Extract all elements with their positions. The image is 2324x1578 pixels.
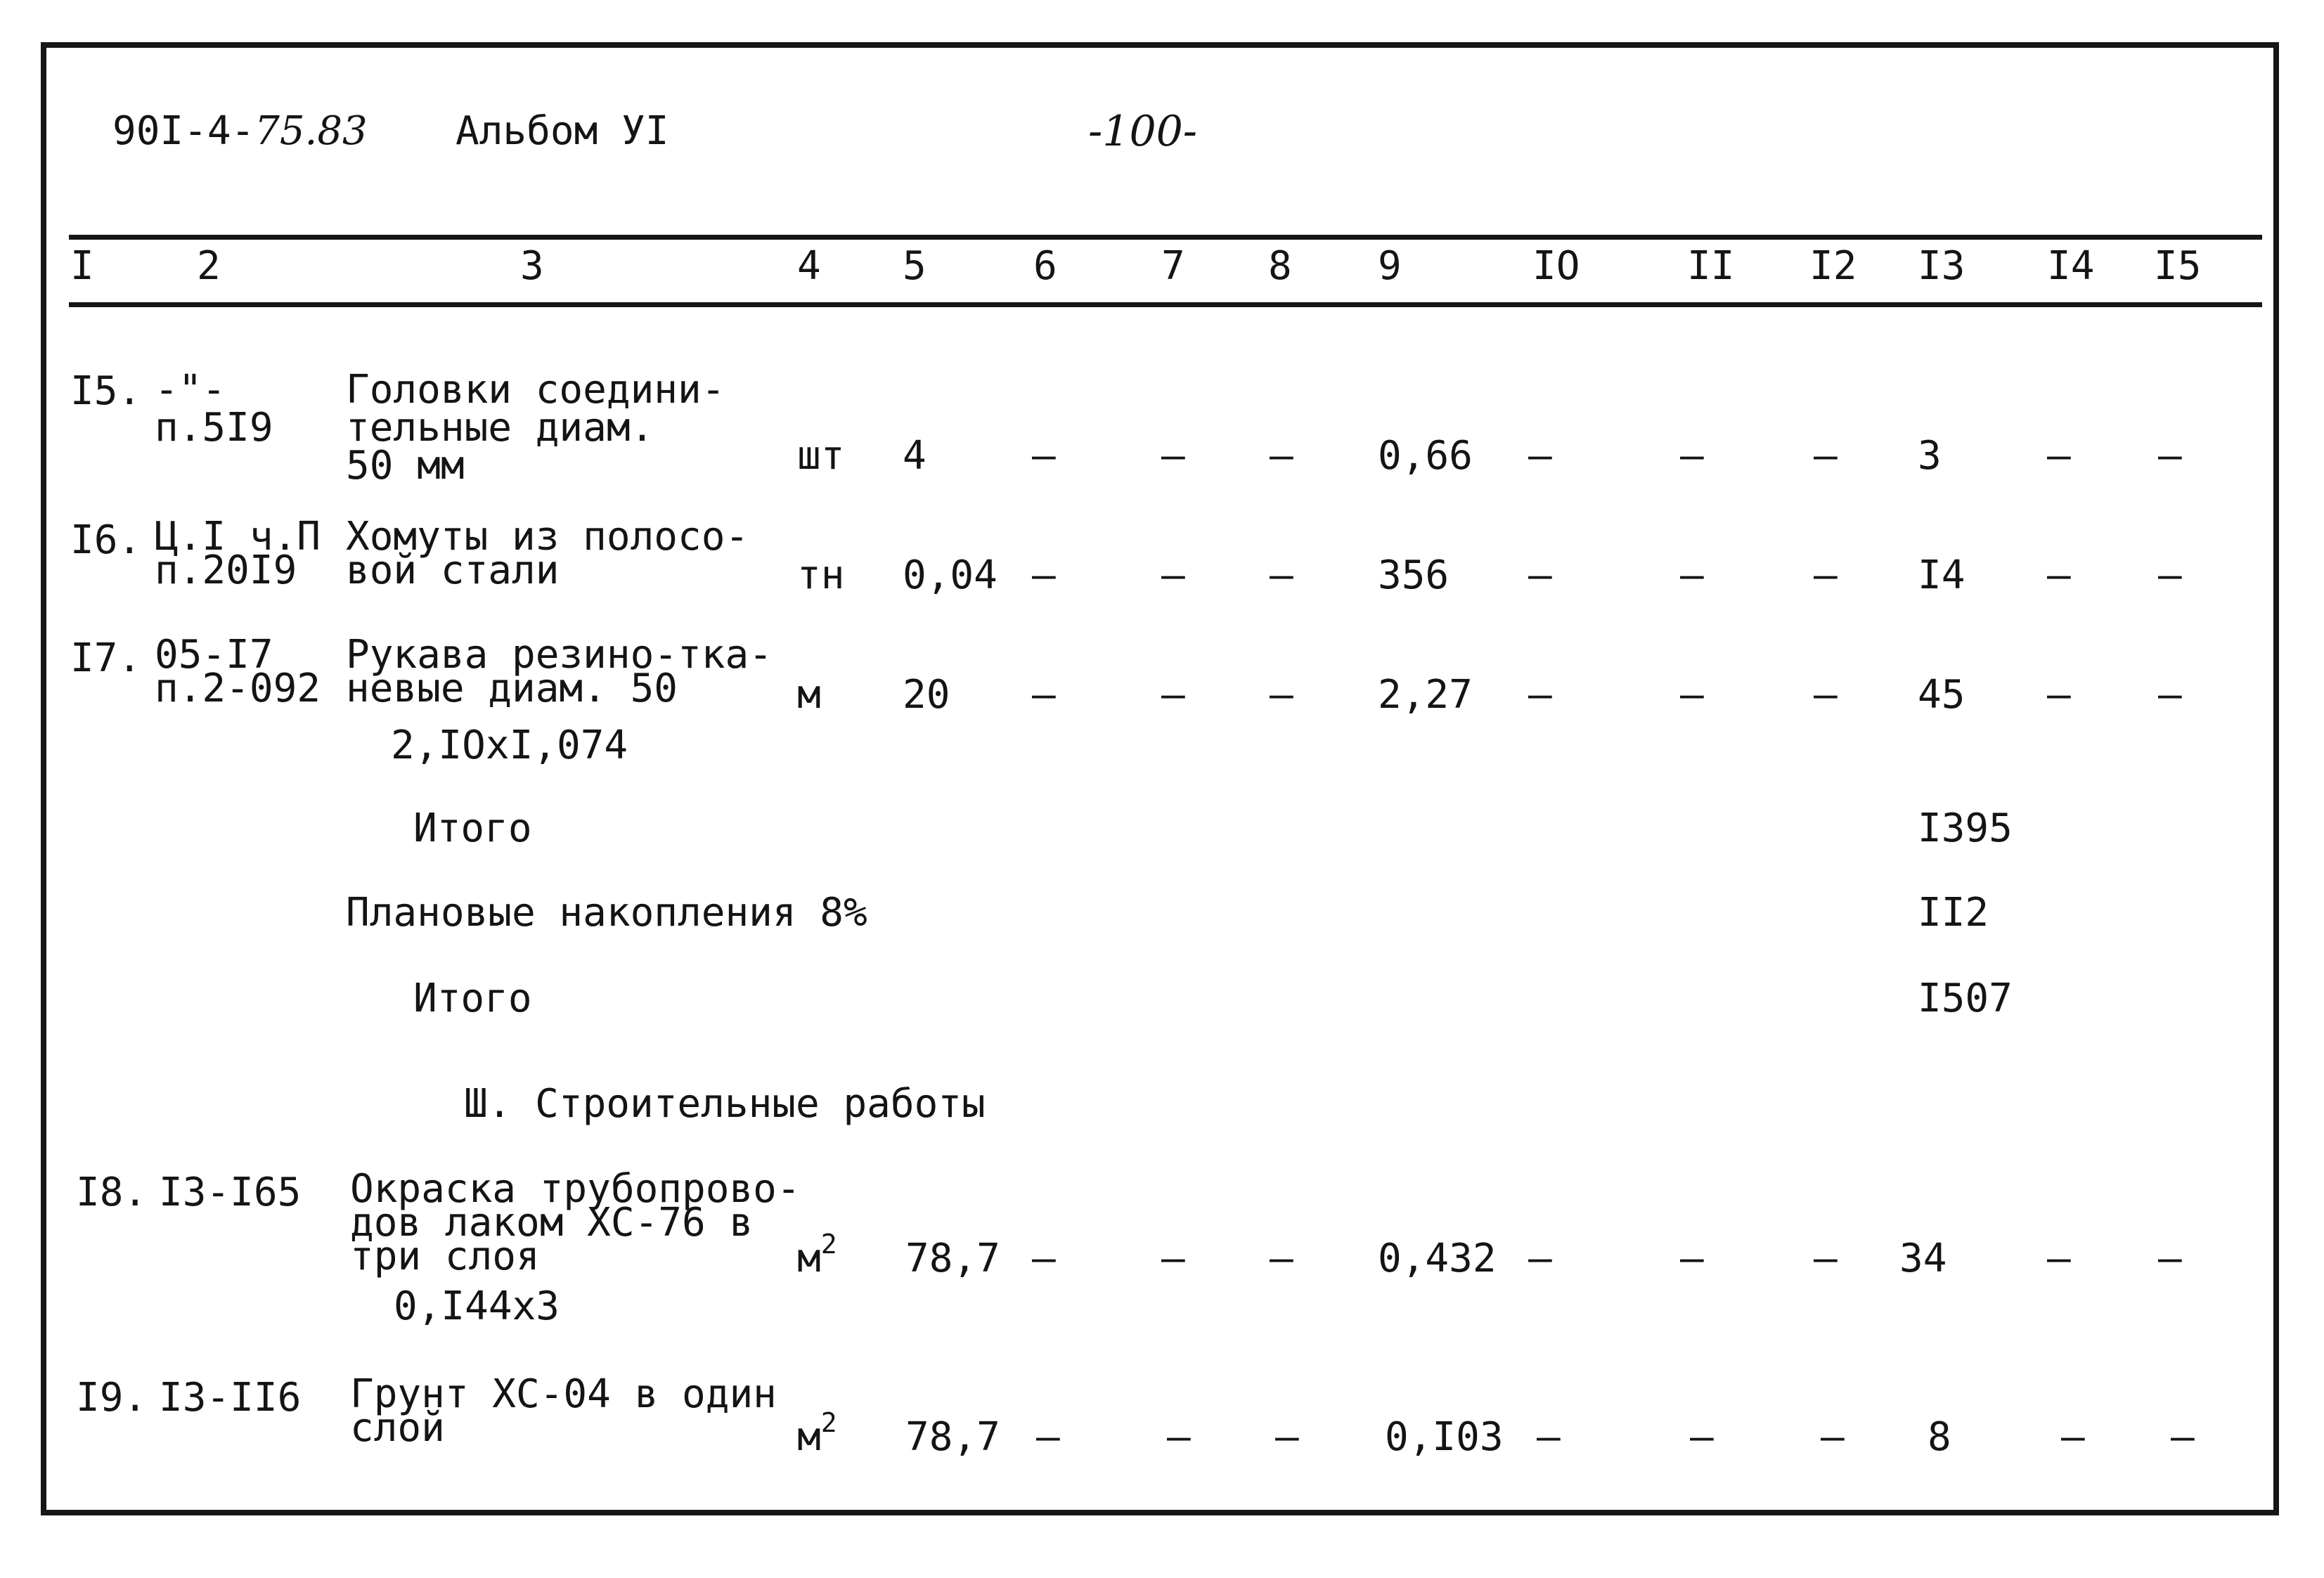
row-15-c15: – — [2158, 433, 2182, 479]
album-label: Альбом УI — [456, 108, 669, 154]
top-rule — [69, 235, 2262, 240]
itogo-2-label: Итого — [413, 976, 532, 1021]
document-code — [112, 107, 368, 156]
row-17-c13: 45 — [1918, 672, 1965, 718]
row-18-code: I3-I65 — [159, 1170, 302, 1215]
row-17-c10: – — [1528, 672, 1552, 718]
document-code-print: 90I-4- — [112, 108, 255, 154]
row-17-c12: – — [1814, 672, 1838, 718]
section-title: Ш. Строительные работы — [464, 1081, 986, 1127]
col-num-10: IO — [1532, 243, 1580, 289]
row-18-c6: – — [1032, 1236, 1056, 1281]
row-18-c15: – — [2158, 1236, 2182, 1281]
row-18-c13: 34 — [1899, 1236, 1947, 1281]
row-16-c7: – — [1161, 552, 1185, 598]
planned-savings-value: II2 — [1918, 890, 1989, 936]
row-18-c11: – — [1680, 1236, 1704, 1281]
row-18-unit-base: м — [797, 1236, 821, 1281]
row-17-c8: – — [1270, 672, 1293, 718]
row-15-name: Головки соедини- тельные диам. 50 мм — [346, 367, 725, 489]
row-17-name: Рукава резино-тка- невые диам. 50 — [346, 632, 773, 711]
col-num-15: I5 — [2154, 243, 2202, 289]
row-17-calc: 2,IOxI,074 — [391, 723, 628, 768]
col-num-9: 9 — [1378, 243, 1402, 289]
row-16-c12: – — [1814, 552, 1838, 598]
row-18-unit — [797, 1229, 837, 1281]
col-num-13: I3 — [1918, 243, 1965, 289]
row-15-c14: – — [2047, 433, 2071, 479]
row-18-c14: – — [2047, 1236, 2071, 1281]
row-16-c11: – — [1680, 552, 1704, 598]
row-17-c14: – — [2047, 672, 2071, 718]
row-16-c9: 356 — [1378, 552, 1450, 598]
row-19-c10: – — [1537, 1414, 1561, 1460]
row-15-c13: 3 — [1918, 433, 1942, 479]
col-num-8: 8 — [1268, 243, 1292, 289]
row-18-calc: 0,I44x3 — [394, 1283, 560, 1329]
row-15-c9: 0,66 — [1378, 433, 1473, 479]
row-17-code: 05-I7 п.2-092 — [155, 632, 321, 711]
row-16-c8: – — [1270, 552, 1293, 598]
row-18-name: Окраска трубопрово- дов лаком ХС-76 в три слоя — [350, 1166, 801, 1279]
row-19-c15: – — [2171, 1414, 2195, 1460]
row-19-c6: – — [1036, 1414, 1060, 1460]
row-16-code: Ц.I ч.П п.20I9 — [155, 514, 321, 593]
row-15-qty: 4 — [903, 433, 927, 479]
col-num-2: 2 — [197, 243, 221, 289]
row-17-c15: – — [2158, 672, 2182, 718]
row-16-c14: – — [2047, 552, 2071, 598]
row-17-c11: – — [1680, 672, 1704, 718]
row-15-num: I5. — [70, 368, 142, 414]
row-15-c6: – — [1032, 433, 1056, 479]
page-number: -100- — [1088, 107, 1198, 156]
row-17-c7: – — [1161, 672, 1185, 718]
itogo-1-value: I395 — [1918, 806, 2013, 851]
row-19-c14: – — [2061, 1414, 2085, 1460]
row-18-unit-power: 2 — [820, 1229, 837, 1260]
row-16-c15: – — [2158, 552, 2182, 598]
row-15-c10: – — [1528, 433, 1552, 479]
row-19-unit — [797, 1407, 837, 1460]
row-19-name: Грунт ХС-04 в один слой — [350, 1371, 777, 1451]
col-num-1: I — [70, 243, 94, 289]
col-num-11: II — [1687, 243, 1735, 289]
col-num-6: 6 — [1033, 243, 1057, 289]
row-18-c9: 0,432 — [1378, 1236, 1497, 1281]
itogo-1-label: Итого — [413, 806, 532, 851]
row-15-unit: шт — [797, 433, 845, 479]
row-19-c8: – — [1275, 1414, 1299, 1460]
document-code-handwritten: 75.83 — [254, 108, 368, 154]
row-16-c6: – — [1032, 552, 1056, 598]
row-15-code: -"- п.5I9 — [155, 367, 273, 451]
row-18-c8: – — [1270, 1236, 1293, 1281]
row-19-qty: 78,7 — [905, 1414, 1000, 1460]
row-19-c9: 0,I03 — [1385, 1414, 1504, 1460]
row-18-c7: – — [1161, 1236, 1185, 1281]
row-19-c11: – — [1690, 1414, 1714, 1460]
row-16-qty: 0,04 — [903, 552, 998, 598]
row-16-num: I6. — [70, 517, 142, 563]
row-17-unit: м — [797, 672, 821, 718]
header-rule — [69, 302, 2262, 307]
row-19-unit-base: м — [797, 1414, 821, 1460]
row-17-c9: 2,27 — [1378, 672, 1473, 718]
row-17-qty: 20 — [903, 672, 950, 718]
row-19-unit-power: 2 — [820, 1407, 837, 1438]
row-19-code: I3-II6 — [159, 1375, 302, 1421]
itogo-2-value: I507 — [1918, 976, 2013, 1021]
row-15-c11: – — [1680, 433, 1704, 479]
col-num-5: 5 — [903, 243, 927, 289]
row-19-c7: – — [1167, 1414, 1191, 1460]
row-17-c6: – — [1032, 672, 1056, 718]
row-19-c13: 8 — [1928, 1414, 1951, 1460]
row-19-c12: – — [1821, 1414, 1845, 1460]
planned-savings-label: Плановые накопления 8% — [346, 890, 867, 936]
row-18-c10: – — [1528, 1236, 1552, 1281]
row-18-num: I8. — [76, 1170, 148, 1215]
row-18-c12: – — [1814, 1236, 1838, 1281]
row-17-num: I7. — [70, 635, 142, 681]
row-15-c8: – — [1270, 433, 1293, 479]
col-num-4: 4 — [797, 243, 821, 289]
row-15-c7: – — [1161, 433, 1185, 479]
row-16-c10: – — [1528, 552, 1552, 598]
col-num-3: 3 — [520, 243, 544, 289]
row-16-name: Хомуты из полосо- вой стали — [346, 514, 749, 593]
col-num-12: I2 — [1809, 243, 1857, 289]
col-num-14: I4 — [2047, 243, 2095, 289]
row-18-qty: 78,7 — [905, 1236, 1000, 1281]
row-16-unit: тн — [797, 552, 845, 598]
row-15-c12: – — [1814, 433, 1838, 479]
row-16-c13: I4 — [1918, 552, 1965, 598]
row-19-num: I9. — [76, 1375, 148, 1421]
col-num-7: 7 — [1161, 243, 1185, 289]
